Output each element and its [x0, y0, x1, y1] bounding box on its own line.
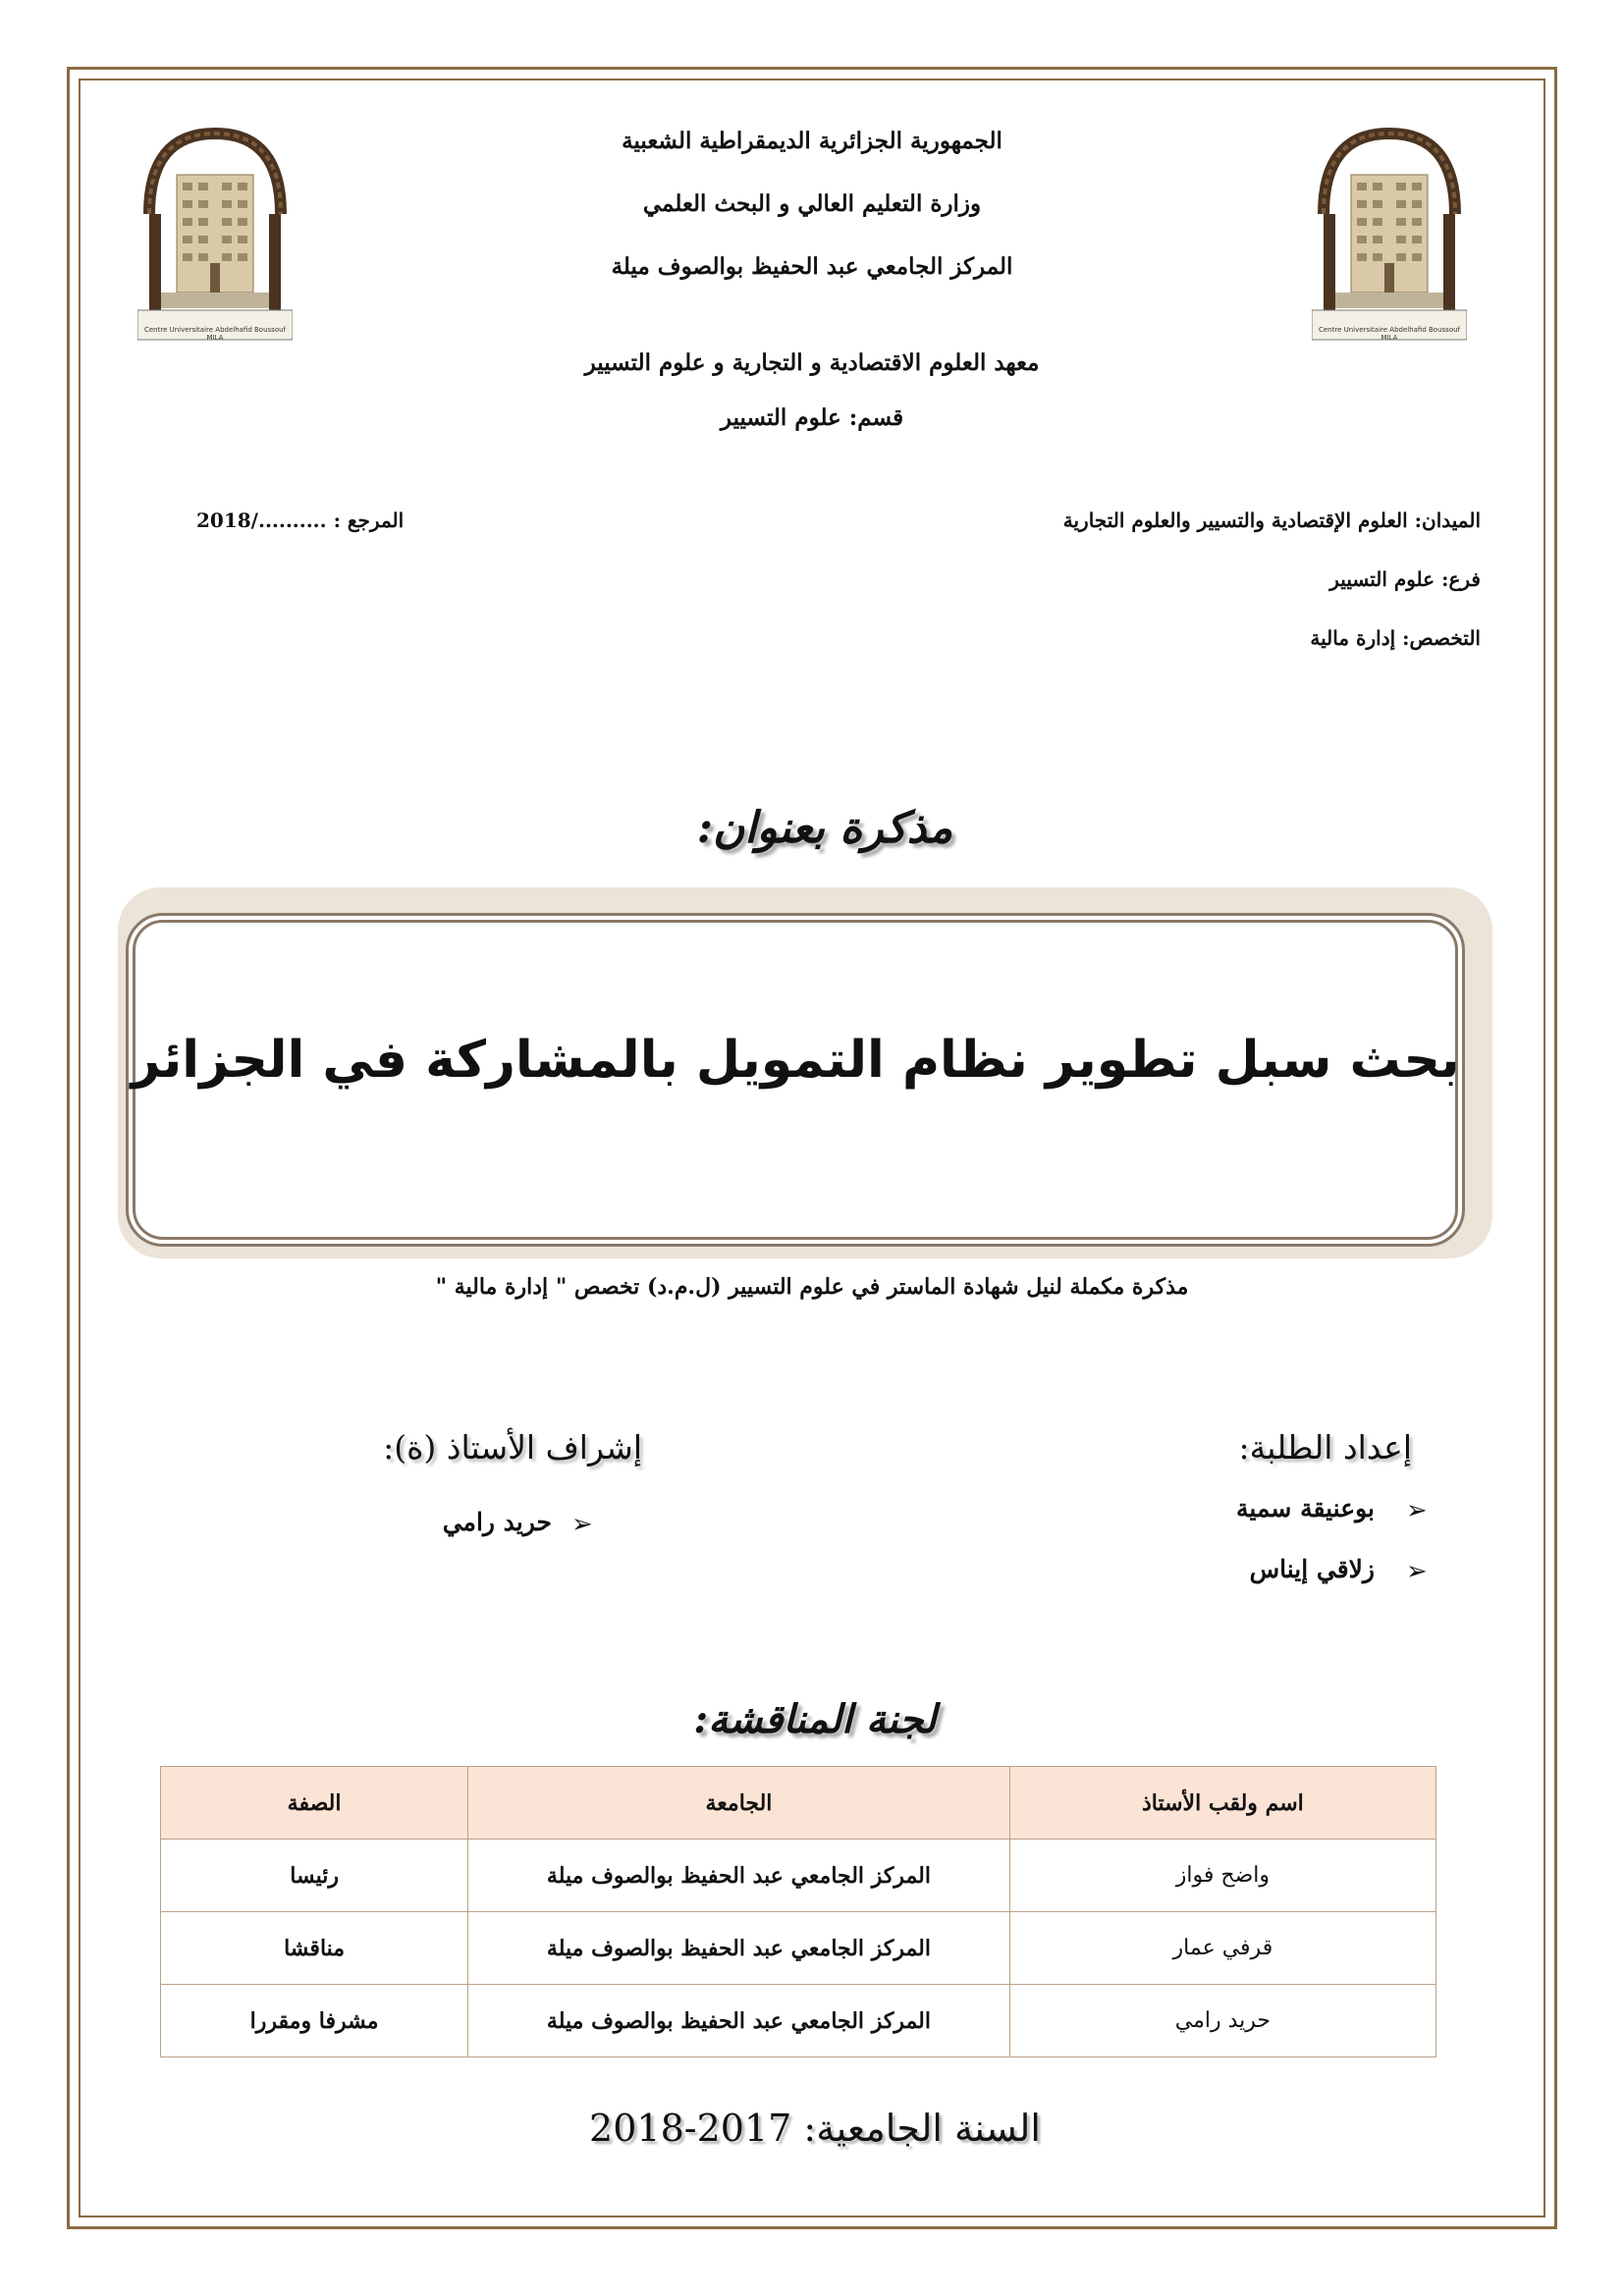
member-name: حريد رامي	[1009, 1985, 1435, 2057]
column-header: الجامعة	[468, 1767, 1010, 1840]
students-label: إعداد الطلبة:	[1238, 1428, 1412, 1467]
member-university: المركز الجامعي عبد الحفيظ بوالصوف ميلة	[468, 1985, 1010, 2057]
supervisor-name: حريد رامي	[442, 1508, 552, 1536]
ministry-name: وزارة التعليم العالي و البحث العلمي	[642, 190, 982, 217]
student-name: زلاقي إيناس	[1249, 1555, 1375, 1583]
table-row	[161, 1912, 1436, 1985]
member-role: مناقشا	[161, 1912, 468, 1985]
reference-line: المرجع : ........../2018	[196, 508, 405, 532]
table-header-row	[161, 1767, 1436, 1840]
member-name: قرفي عمار	[1009, 1912, 1435, 1985]
supervisor-label: إشراف الأستاذ (ة):	[383, 1428, 642, 1467]
member-role: مشرفا ومقررا	[161, 1985, 468, 2057]
specialty-line: التخصص: إدارة مالية	[1310, 626, 1481, 650]
logo-caption-right: Centre Universitaire Abdelhafid Boussouf MILA	[1318, 326, 1461, 342]
column-header: الصفة	[161, 1767, 468, 1840]
department-name: قسم: علوم التسيير	[720, 404, 904, 431]
center-name: المركز الجامعي عبد الحفيظ بوالصوف ميلة	[611, 253, 1013, 280]
member-university: المركز الجامعي عبد الحفيظ بوالصوف ميلة	[468, 1912, 1010, 1985]
institute-name: معهد العلوم الاقتصادية و التجارية و علوم التسيير	[584, 349, 1040, 376]
branch-line: فرع: علوم التسيير	[1329, 567, 1481, 591]
member-university: المركز الجامعي عبد الحفيظ بوالصوف ميلة	[468, 1840, 1010, 1912]
committee-label: لجنة المناقشة:	[693, 1696, 937, 1742]
member-name: واضح فواز	[1009, 1840, 1435, 1912]
academic-year: السنة الجامعية: 2017-2018	[589, 2107, 1041, 2150]
bullet-arrow-icon: ➢	[571, 1510, 593, 1539]
committee-table	[160, 1766, 1436, 2057]
bullet-arrow-icon: ➢	[1406, 1496, 1428, 1525]
column-header: اسم ولقب الأستاذ	[1009, 1767, 1435, 1840]
field-line: الميدان: العلوم الإقتصادية والتسيير والعلوم التجارية	[1062, 508, 1481, 532]
thesis-label: مذكرة بعنوان:	[696, 803, 953, 853]
table-row	[161, 1840, 1436, 1912]
thesis-subtitle: مذكرة مكملة لنيل شهادة الماستر في علوم التسيير (ل.م.د) تخصص " إدارة مالية "	[435, 1274, 1189, 1300]
bullet-arrow-icon: ➢	[1406, 1557, 1428, 1586]
republic-name: الجمهورية الجزائرية الديمقراطية الشعبية	[622, 128, 1002, 154]
logo-caption-left: Centre Universitaire Abdelhafid Boussouf MILA	[143, 326, 287, 342]
thesis-title: بحث سبل تطوير نظام التمويل بالمشاركة في الجزائر	[131, 1031, 1460, 1090]
university-logo-right	[1312, 116, 1467, 342]
student-name: بوعنيقة سمية	[1236, 1494, 1375, 1522]
member-role: رئيسا	[161, 1840, 468, 1912]
university-logo-left	[137, 116, 293, 342]
table-row	[161, 1985, 1436, 2057]
